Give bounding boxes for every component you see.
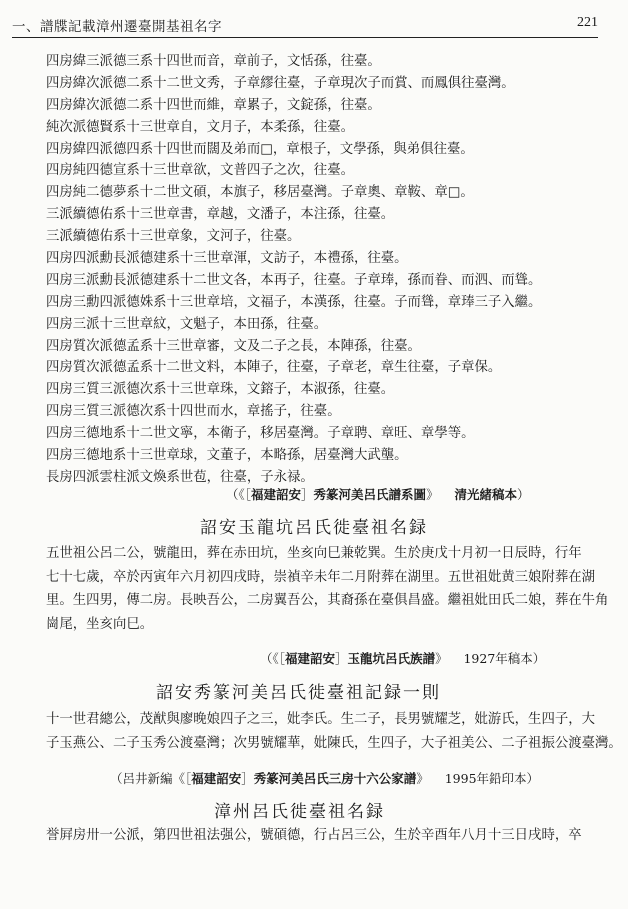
citation-3: （呂井新編《［福建詔安］秀篆河美呂氏三房十六公家譜》 1995年鉛印本）	[110, 771, 540, 786]
genealogy-line: 三派續德佑系十三世章象，文河子，往臺。	[46, 229, 301, 245]
citation-place: 福建詔安	[285, 651, 336, 666]
section-3-text	[46, 824, 586, 848]
genealogy-line: 四房四派勳長派德建系十三世章渾，文訪子，本禮孫，往臺。	[46, 251, 408, 267]
running-header	[12, 15, 598, 38]
section-1-text	[46, 542, 609, 636]
genealogy-line: 四房三派勳長派德建系十二世文各，本再子，往臺。子章琫，孫而眷、而泗、而聳。	[46, 272, 542, 288]
page-number: 221	[577, 15, 598, 30]
genealogy-line: 四房緯次派德二系十四世而維，章累子，文錠孫，往臺。	[46, 97, 381, 113]
genealogy-line: 四房三德地系十三世章球，文董子，本略孫，居臺灣大武壟。	[46, 448, 408, 464]
citation-book: 玉龍坑呂氏族譜	[347, 651, 436, 666]
genealogy-list	[46, 51, 606, 489]
paragraph-line: 崗尾，坐亥向巳。	[46, 616, 154, 632]
section-title-1: 詔安玉龍坑呂氏徙臺祖名録	[200, 518, 428, 538]
genealogy-line: 純次派德賢系十三世章自，文月子，本柔孫，往臺。	[46, 119, 354, 135]
citation-place: 福建詔安	[191, 771, 242, 786]
paragraph-line: 七十七歲，卒於丙寅年六月初四戌時，崇禎辛未年二月附葬在湖里。五世祖妣黄三娘附葬在湖	[46, 569, 596, 585]
paragraph-line: 里。生四男，傳二房。長映吾公，二房翼吾公，其裔孫在臺俱昌盛。繼祖妣田氏二娘，葬在牛角	[46, 593, 609, 608]
citation-book: 秀篆河美呂氏譜系圖	[313, 487, 427, 502]
genealogy-line: 四房三質三派德次系十四世而水，章搖子，往臺。	[46, 404, 341, 420]
genealogy-line: 四房質次派德孟系十二世文料，本陣子，往臺，子章老，章生往臺，子章保。	[46, 360, 502, 376]
genealogy-line: 四房質次派德孟系十三世章審，文及二子之長，本陣孫，往臺。	[46, 338, 421, 354]
paragraph-line: 誉屛房卅一公派，第四世祖法强公，號碩德，行占呂三公，生於辛酉年八月十三日戌時，卒	[46, 828, 582, 843]
citation-edition: 清光緒稿本	[454, 487, 517, 502]
genealogy-line: 四房三德地系十二世文寧，本衛子，移居臺灣。子章聘、章旺、章學等。	[46, 426, 475, 442]
citation-place: 福建詔安	[251, 487, 302, 502]
genealogy-line: 三派續德佑系十三世章書，章越，文潘子，本注孫，往臺。	[46, 207, 395, 223]
section-title-3: 漳州呂氏徙臺祖名録	[214, 802, 385, 822]
genealogy-line: 四房緯次派德二系十二世文秀，子章繆往臺，子章現次子而賞、而鳳俱往臺灣。	[46, 75, 515, 91]
genealogy-line: 四房三質三派德次系十三世章珠，文鎔子，本淑孫，往臺。	[46, 382, 395, 398]
genealogy-line: 四房三派十三世章紋，文魁子，本田孫，往臺。	[46, 316, 328, 332]
genealogy-line: 四房緯四派德四系十四世而闊及弟而□，章根子，文學孫，與弟俱往臺。	[46, 141, 474, 157]
citation-1: （《［福建詔安］秀篆河美呂氏譜系圖》 清光緒稿本）	[226, 487, 530, 502]
genealogy-line: 四房純四德宣系十三世章欲，文普四子之次，往臺。	[46, 163, 354, 179]
genealogy-line: 長房四派雲柱派文煥系世苞，往臺，子永禄。	[46, 469, 314, 485]
citation-2: （《［福建詔安］玉龍坑呂氏族譜》 1927年稿本）	[260, 651, 546, 666]
genealogy-line: 四房緯三派德三系十四世而音，章前子，文恬孫，往臺。	[46, 54, 381, 69]
citation-edition: 1995年鉛印本	[444, 771, 527, 786]
genealogy-line: 四房純二德夢系十二世文碩，本旗子，移居臺灣。子章奧、章鞍、章□。	[46, 185, 474, 201]
paragraph-line: 五世祖公呂二公，號龍田，葬在赤田坑，坐亥向巳兼乾巽。生於庚戊十月初一日辰時，行年	[46, 546, 582, 561]
paragraph-line: 子玉燕公、二子玉秀公渡臺灣；次男號耀華，妣陳氏，生四子，大子祖美公、二子祖振公渡臺灣。	[46, 735, 622, 751]
paragraph-line: 十一世君總公，茂猷與廖晚娘四子之三，妣李氏。生二子，長男號耀芝，妣游氏，生四子，大	[46, 712, 596, 727]
citation-edition: 1927年稿本	[463, 651, 533, 666]
header-title: 一、譜牒記載漳州遷臺開基祖名字	[12, 19, 222, 35]
section-2-text	[46, 708, 622, 755]
citation-book: 秀篆河美呂氏三房十六公家譜	[253, 771, 417, 786]
section-title-2: 詔安秀篆河美呂氏徙臺祖記録一則	[156, 683, 441, 703]
genealogy-line: 四房三勳四派德姝系十三世章培，文福子，本漢孫，往臺。子而聳，章琫三子入繼。	[46, 294, 542, 310]
